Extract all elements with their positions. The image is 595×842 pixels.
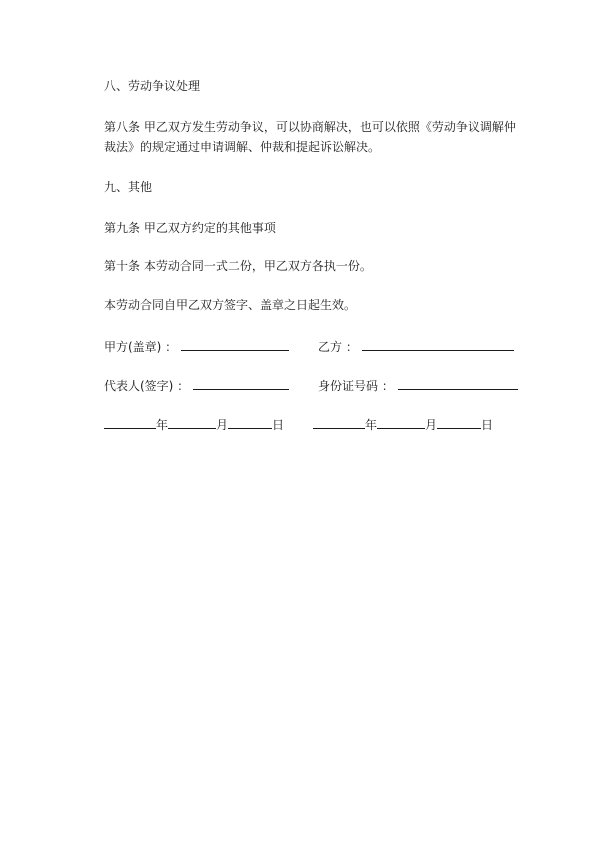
article-9: 第九条 甲乙双方约定的其他事项 <box>104 221 276 235</box>
effective-clause: 本劳动合同自甲乙双方签字、盖章之日起生效。 <box>104 298 357 312</box>
id-number-label: 身份证号码 ： <box>318 379 394 393</box>
section-9-heading: 九、其他 <box>104 180 153 194</box>
article-8 <box>104 119 524 159</box>
day-label: 日 <box>481 418 494 432</box>
id-number <box>318 377 518 394</box>
month-blank <box>377 416 425 429</box>
section-8-heading: 八、劳动争议处理 <box>104 79 201 93</box>
party-b-signature <box>318 338 514 355</box>
year-blank <box>104 416 156 429</box>
party-a-blank <box>181 338 289 351</box>
party-b-blank <box>362 338 514 351</box>
year-blank <box>313 416 365 429</box>
day-blank <box>228 416 272 429</box>
year-label: 年 <box>156 418 169 432</box>
party-a-signature <box>104 338 289 355</box>
month-blank <box>168 416 216 429</box>
party-a-label: 甲方(盖章) ： <box>104 340 178 354</box>
party-a-date <box>104 416 284 433</box>
id-number-blank <box>398 377 518 390</box>
representative-signature <box>104 377 289 394</box>
month-label: 月 <box>425 418 438 432</box>
party-b-label: 乙方 ： <box>318 340 358 354</box>
representative-label: 代表人(签字) ： <box>104 379 190 393</box>
day-label: 日 <box>272 418 285 432</box>
party-b-date <box>313 416 493 433</box>
article-8-line-1: 第八条 甲乙双方发生劳动争议，可以协商解决，也可以依照《劳动争议调解仲 <box>104 120 516 134</box>
day-blank <box>437 416 481 429</box>
article-8-line-2: 裁法》的规定通过申请调解、仲裁和提起诉讼解决。 <box>104 140 381 154</box>
year-label: 年 <box>365 418 378 432</box>
month-label: 月 <box>216 418 229 432</box>
representative-blank <box>193 377 289 390</box>
article-10: 第十条 本劳动合同一式二份，甲乙双方各执一份。 <box>104 259 372 273</box>
